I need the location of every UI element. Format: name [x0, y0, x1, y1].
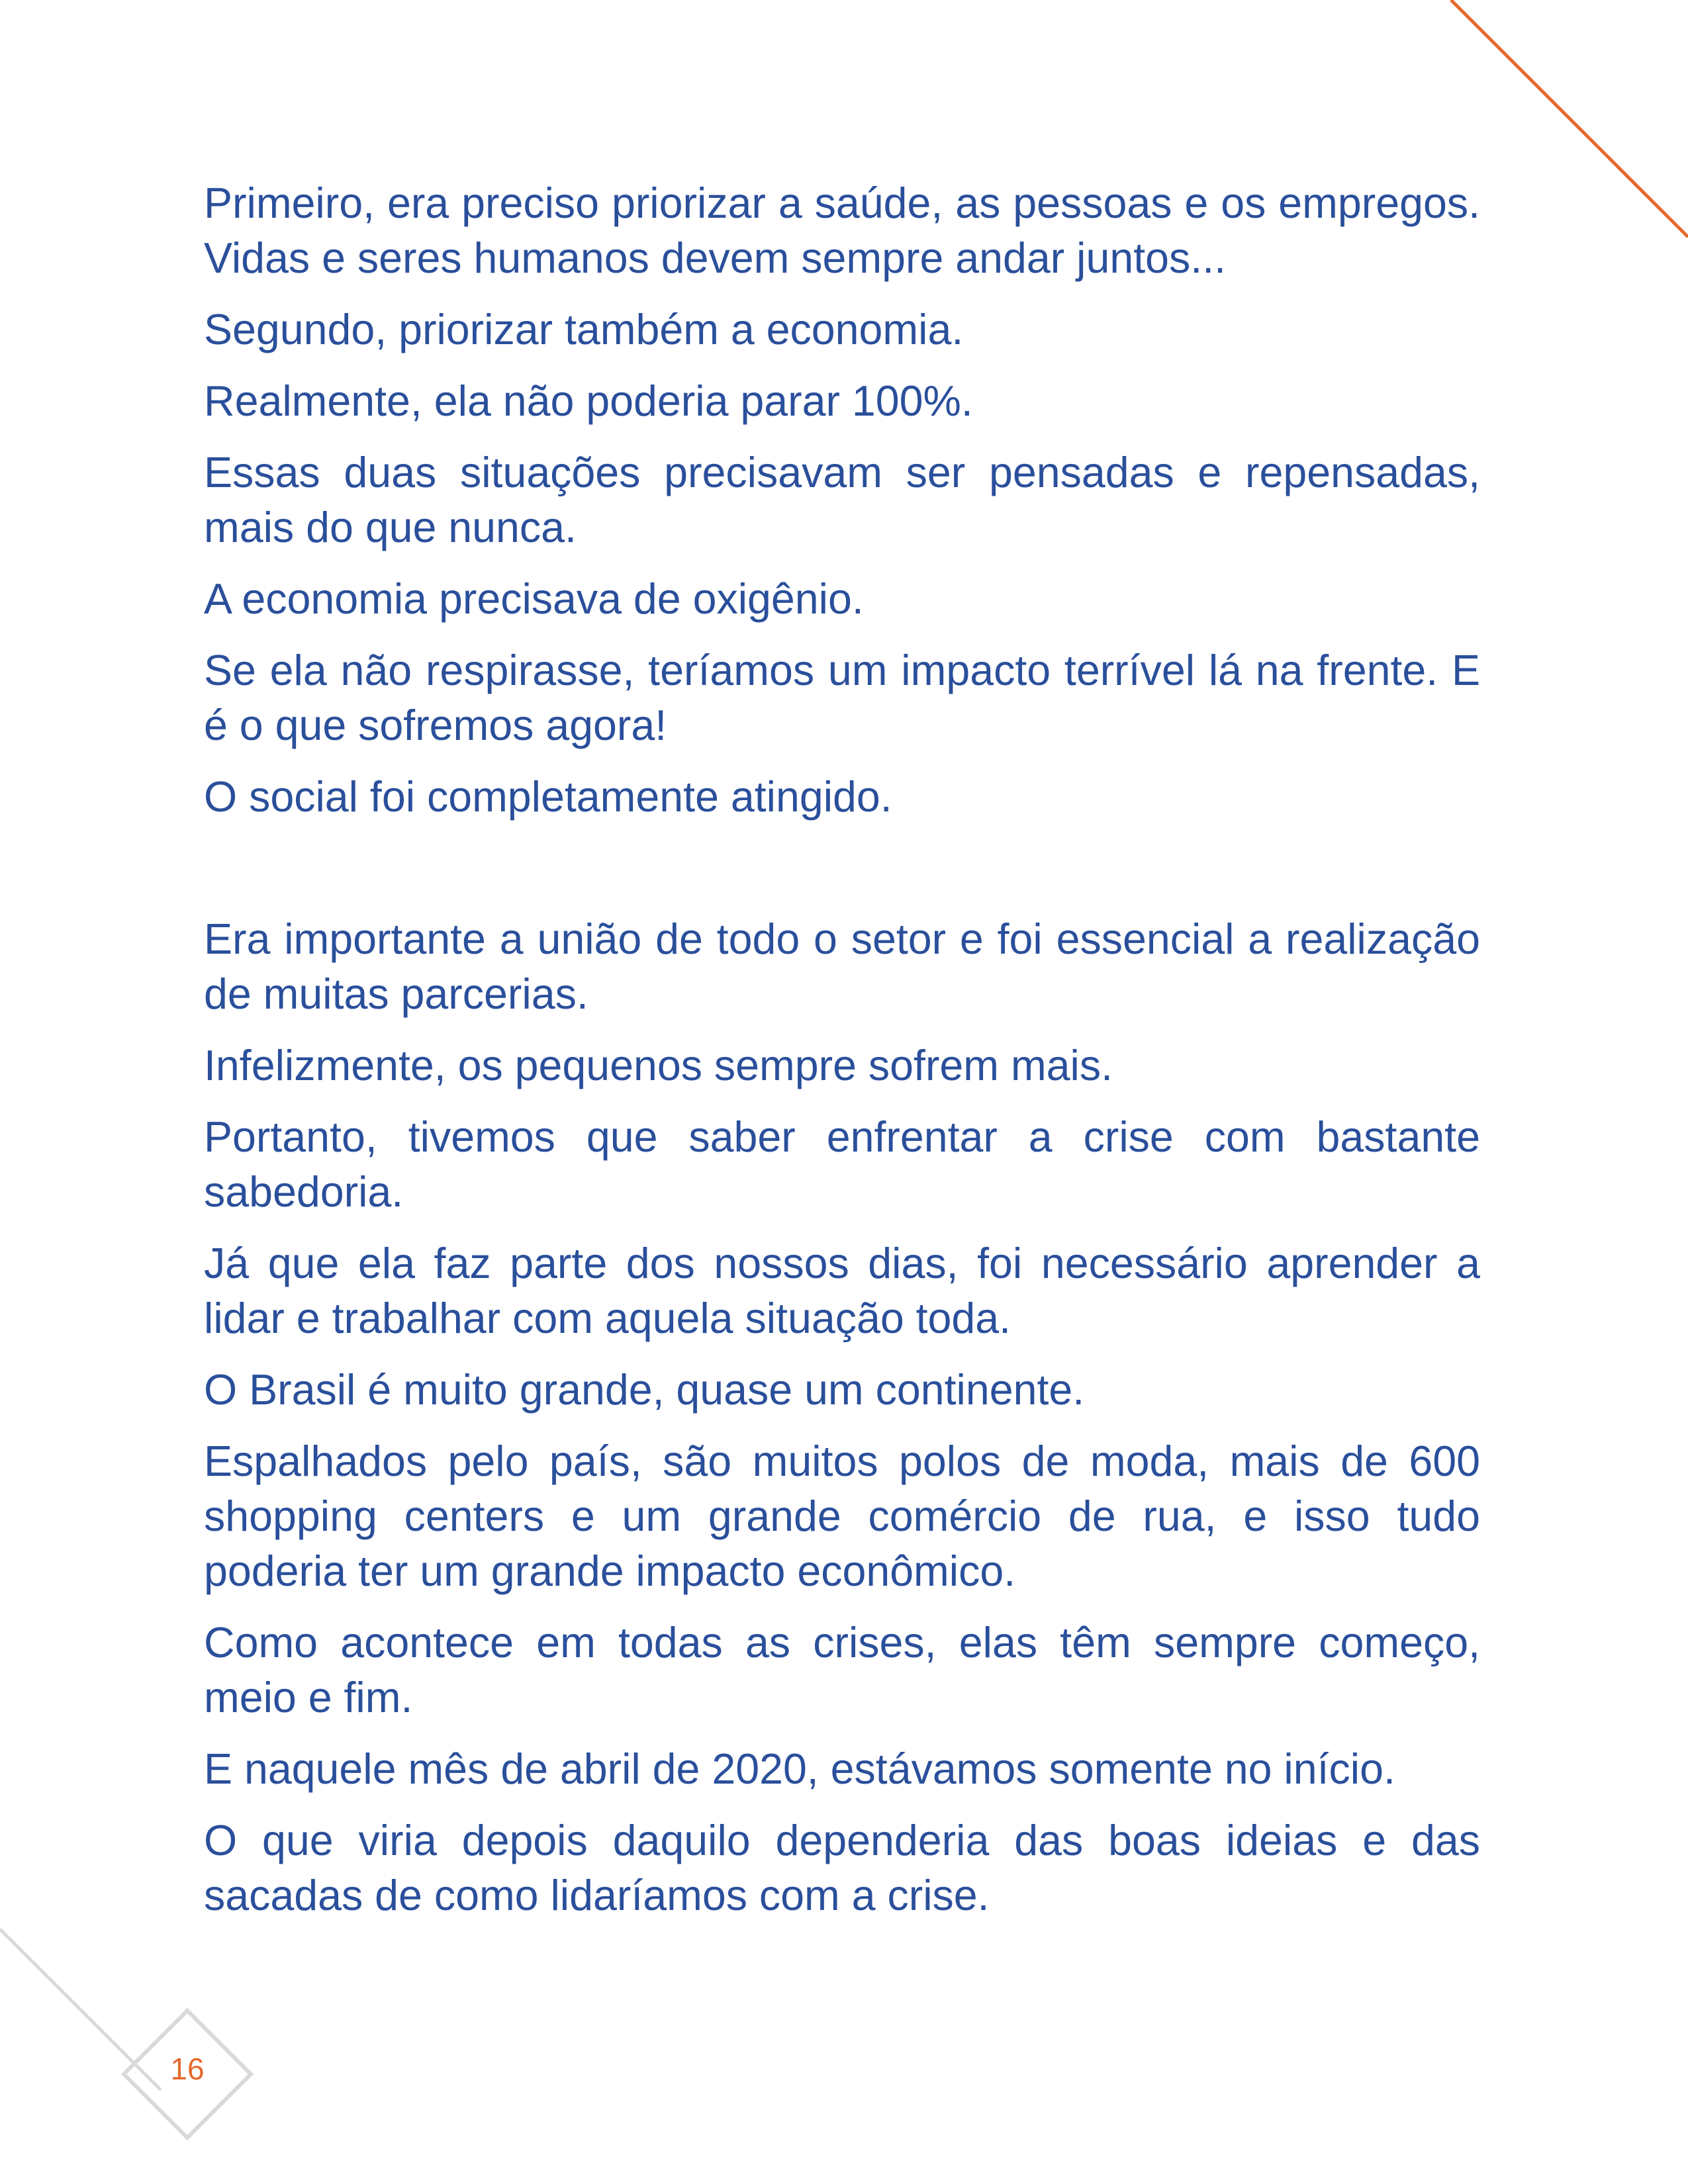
paragraph: Espalhados pelo país, são muitos polos de moda, mais de 600 shopping centers e um grande comércio de rua, e isso tudo poderia ter um grande impacto econômico.: [204, 1437, 1480, 1595]
paragraph: O social foi completamente atingido.: [204, 773, 892, 821]
paragraph: Segundo, priorizar também a economia.: [204, 306, 964, 353]
corner-accent-line: [1451, 0, 1688, 237]
paragraph: O que viria depois daquilo dependeria das boas ideias e das sacadas de como lidaríamos com a crise.: [204, 1817, 1480, 1919]
paragraph: O Brasil é muito grande, quase um continente.: [204, 1366, 1085, 1414]
paragraph: Como acontece em todas as crises, elas têm sempre começo, meio e fim.: [204, 1619, 1480, 1721]
paragraph: Realmente, ela não poderia parar 100%.: [204, 377, 973, 425]
paragraph: A economia precisava de oxigênio.: [204, 575, 864, 623]
paragraph: Portanto, tivemos que saber enfrentar a crise com bastante sabedoria.: [204, 1113, 1480, 1216]
page-number: 16: [170, 2052, 205, 2086]
paragraph: Era importante a união de todo o setor e foi essencial a realização de muitas parcerias.: [204, 915, 1480, 1018]
body-text: [204, 176, 1480, 1940]
paragraph: E naquele mês de abril de 2020, estávamos somente no início.: [204, 1745, 1395, 1793]
paragraph: Primeiro, era preciso priorizar a saúde, as pessoas e os empregos. Vidas e seres humanos devem sempre andar juntos...: [204, 179, 1480, 282]
paragraph: Infelizmente, os pequenos sempre sofrem mais.: [204, 1042, 1113, 1089]
corner-gray-line: [0, 1929, 161, 2090]
paragraph: Se ela não respirasse, teríamos um impacto terrível lá na frente. E é o que sofremos agora!: [204, 647, 1480, 749]
paragraph: Essas duas situações precisavam ser pensadas e repensadas, mais do que nunca.: [204, 449, 1480, 551]
paragraph: Já que ela faz parte dos nossos dias, foi necessário aprender a lidar e trabalhar com aquela situação toda.: [204, 1240, 1480, 1342]
